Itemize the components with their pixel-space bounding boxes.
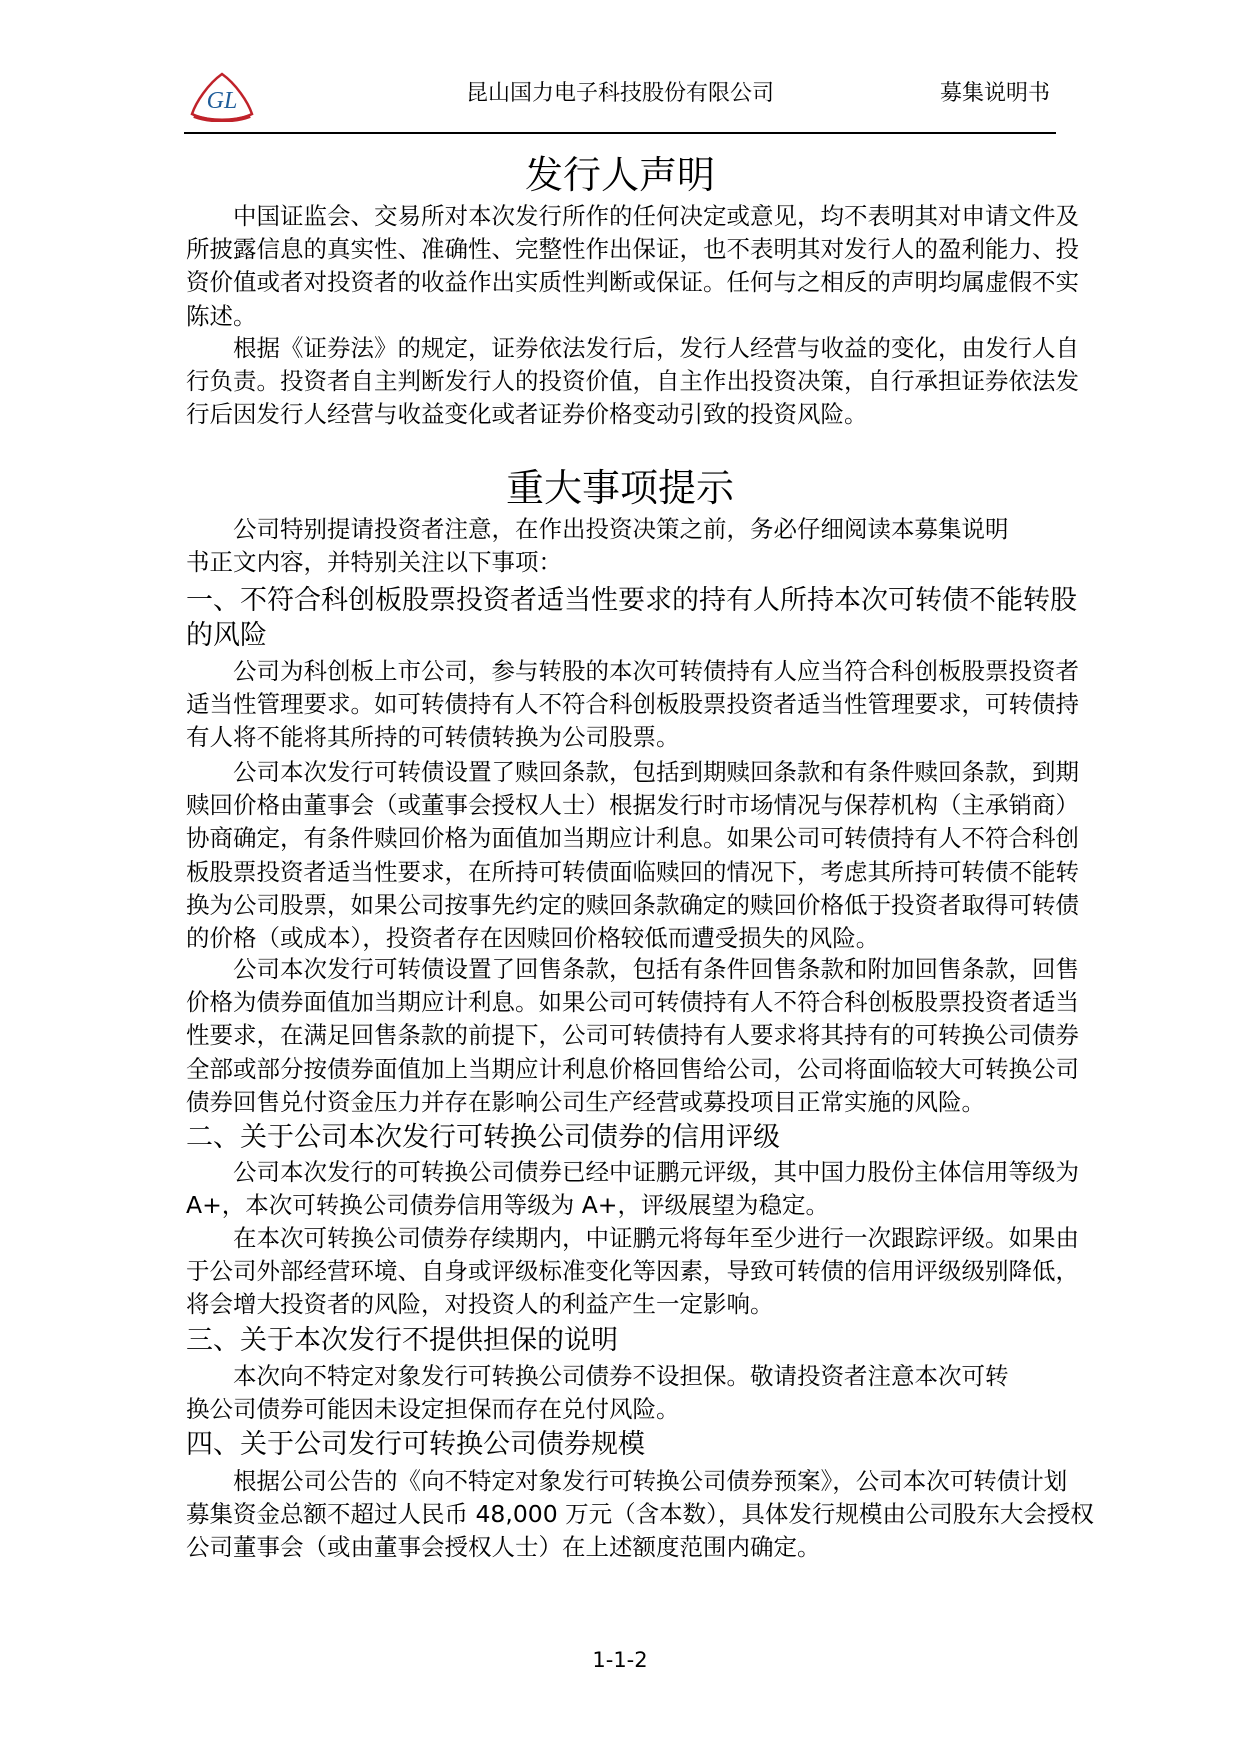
paragraph: 根据《证券法》的规定，证券依法发行后，发行人经营与收益的变化，由发行人自 行负责。投资者自主判断发行人的投资价值，自主作出投资决策，自行承担证券依法发 行后因发行人经营与收益变化或者证券价格变动引致的投资风险。 (186, 334, 1079, 429)
paragraph: 公司本次发行可转债设置了回售条款，包括有条件回售条款和附加回售条款，回售 价格为债券面值加当期应计利息。如果公司可转债持有人不符合科创板股票投资者适当 性要求，在满足回售条款的前提下，公司可转债持有人要求将其持有的可转换公司债券 全部或部分按债券面值加上当期应计利息价格回售给公司，公司将面临较大可转换公司 债券回售兑付资金压力并存在影响公司生产经营或募投项目正常实施的风险。 (186, 955, 1079, 1116)
section-heading: 三、关于本次发行不提供担保的说明 (186, 1325, 618, 1356)
major-matters-title: 重大事项提示 (505, 466, 734, 510)
header-company-name: 昆山国力电子科技股份有限公司 (466, 81, 775, 106)
svg-text:GL: GL (206, 88, 238, 114)
section-heading: 一、不符合科创板股票投资者适当性要求的持有人所持本次可转债不能转股 的风险 (186, 585, 1077, 651)
section-heading: 四、关于公司发行可转换公司债券规模 (186, 1429, 645, 1460)
section-heading: 二、关于公司本次发行可转换公司债券的信用评级 (186, 1122, 780, 1153)
issuer-statement-title: 发行人声明 (524, 153, 715, 197)
paragraph: 公司本次发行的可转换公司债券已经中证鹏元评级，其中国力股份主体信用等级为 A+，本次可转换公司债券信用等级为 A+，评级展望为稳定。 (186, 1158, 1079, 1220)
paragraph: 中国证监会、交易所对本次发行所作的任何决定或意见，均不表明其对申请文件及 所披露信息的真实性、准确性、完整性作出保证，也不表明其对发行人的盈利能力、投 资价值或者对投资者的收益作出实质性判断或保证。任何与之相反的声明均属虚假不实 陈述。 (186, 202, 1079, 330)
paragraph: 在本次可转换公司债券存续期内，中证鹏元将每年至少进行一次跟踪评级。如果由 于公司外部经营环境、自身或评级标准变化等因素，导致可转债的信用评级级别降低， 将会增大投资者的风险，对投资人的利益产生一定影响。 (186, 1224, 1079, 1319)
paragraph: 公司本次发行可转债设置了赎回条款，包括到期赎回条款和有条件赎回条款，到期 赎回价格由董事会（或董事会授权人士）根据发行时市场情况与保荐机构（主承销商） 协商确定，有条件赎回价格为面值加当期应计利息。如果公司可转债持有人不符合科创 板股票投资者适当性要求，在所持可转债面临赎回的情况下，考虑其所持可转债不能转 换为公司股票，如果公司按事先约定的赎回条款确定的赎回价格低于投资者取得可转债 的价格（或成本），投资者存在因赎回价格较低而遭受损失的风险。 (186, 758, 1079, 953)
paragraph: 公司特别提请投资者注意，在作出投资决策之前，务必仔细阅读本募集说明 书正文内容，并特别关注以下事项： (186, 515, 1009, 577)
paragraph: 本次向不特定对象发行可转换公司债券不设担保。敬请投资者注意本次可转 换公司债券可能因未设定担保而存在兑付风险。 (186, 1362, 1009, 1424)
page-number: 1-1-2 (592, 1648, 648, 1672)
company-logo (188, 72, 256, 122)
paragraph: 根据公司公告的《向不特定对象发行可转换公司债券预案》，公司本次可转债计划 募集资金总额不超过人民币 48,000 万元（含本数），具体发行规模由公司股东大会授权 公司董事会（或由董事会授权人士）在上述额度范围内确定。 (186, 1467, 1094, 1562)
header-document-type: 募集说明书 (940, 81, 1051, 106)
header-divider (184, 132, 1056, 134)
paragraph: 公司为科创板上市公司，参与转股的本次可转债持有人应当符合科创板股票投资者 适当性管理要求。如可转债持有人不符合科创板股票投资者适当性管理要求，可转债持 有人将不能将其所持的可转债转换为公司股票。 (186, 657, 1079, 752)
